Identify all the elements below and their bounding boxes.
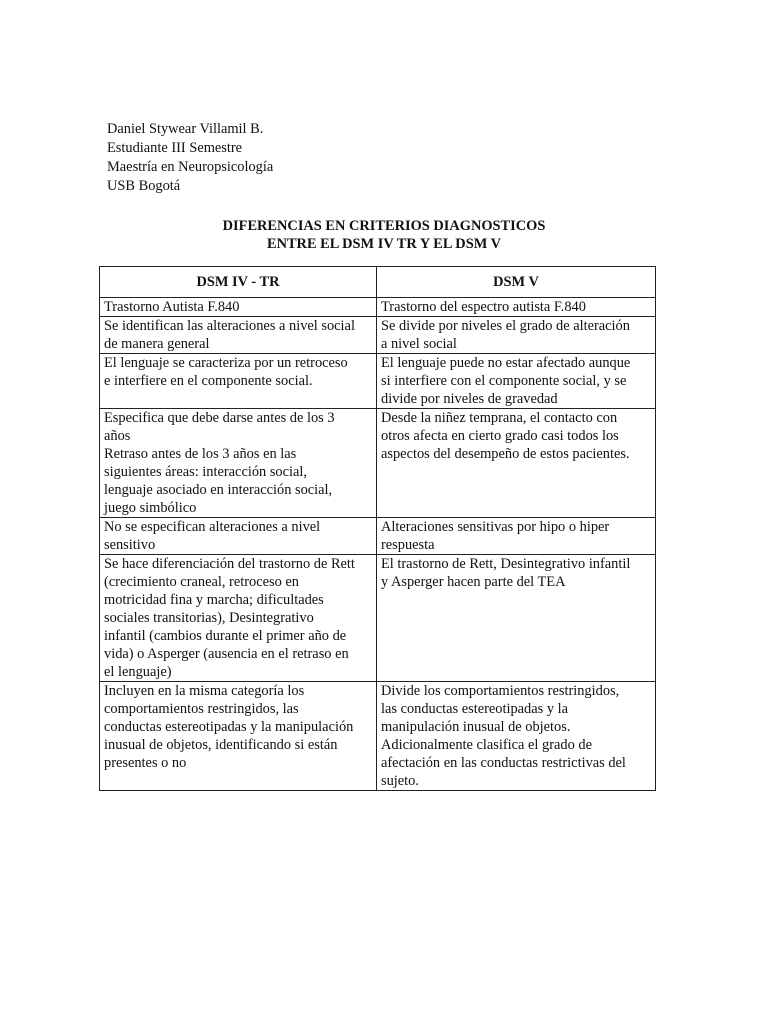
cell-line: Desde la niñez temprana, el contacto con xyxy=(381,410,618,426)
cell-line: de manera general xyxy=(104,336,210,352)
cell-dsm-v xyxy=(377,409,656,518)
cell-line: Trastorno del espectro autista F.840 xyxy=(381,299,586,315)
table-row xyxy=(100,317,656,354)
cell-line: Adicionalmente clasifica el grado de xyxy=(381,737,592,753)
cell-line: conductas estereotipadas y la manipulación xyxy=(104,719,354,735)
cell-line: Alteraciones sensitivas por hipo o hiper xyxy=(381,519,610,535)
cell-line: divide por niveles de gravedad xyxy=(381,391,558,407)
author-name: Daniel Stywear Villamil B. xyxy=(107,121,264,137)
comparison-table xyxy=(99,266,656,791)
cell-dsm-iv-tr xyxy=(100,317,377,354)
cell-line: y Asperger hacen parte del TEA xyxy=(381,574,566,590)
cell-line: años xyxy=(104,428,131,444)
author-program: Maestría en Neuropsicología xyxy=(107,159,274,175)
cell-line: El lenguaje puede no estar afectado aunque xyxy=(381,355,631,371)
cell-line: manipulación inusual de objetos. xyxy=(381,719,571,735)
cell-dsm-iv-tr xyxy=(100,682,377,791)
author-university: USB Bogotá xyxy=(107,178,181,194)
cell-line: (crecimiento craneal, retroceso en xyxy=(104,574,299,590)
cell-line: motricidad fina y marcha; dificultades xyxy=(104,592,324,608)
cell-line: Se hace diferenciación del trastorno de Rett xyxy=(104,556,355,572)
cell-line: otros afecta en cierto grado casi todos los xyxy=(381,428,619,444)
cell-line: el lenguaje) xyxy=(104,664,172,680)
cell-line: inusual de objetos, identificando si están xyxy=(104,737,338,753)
cell-dsm-iv-tr xyxy=(100,409,377,518)
author-role: Estudiante III Semestre xyxy=(107,140,243,156)
cell-line: Divide los comportamientos restringidos, xyxy=(381,683,620,699)
cell-line: Incluyen en la misma categoría los xyxy=(104,683,305,699)
cell-line: afectación en las conductas restrictivas del xyxy=(381,755,626,771)
document-title xyxy=(0,217,768,253)
cell-line: Trastorno Autista F.840 xyxy=(104,299,240,315)
cell-dsm-v xyxy=(377,682,656,791)
cell-dsm-v xyxy=(377,354,656,409)
cell-line: a nivel social xyxy=(381,336,457,352)
cell-line: sociales transitorias), Desintegrativo xyxy=(104,610,314,626)
cell-line: Se identifican las alteraciones a nivel social xyxy=(104,318,355,334)
title-line-1: DIFERENCIAS EN CRITERIOS DIAGNOSTICOS xyxy=(222,218,546,234)
cell-line: Retraso antes de los 3 años en las xyxy=(104,446,297,462)
cell-line: e interfiere en el componente social. xyxy=(104,373,313,389)
cell-line: comportamientos restringidos, las xyxy=(104,701,299,717)
cell-line: sensitivo xyxy=(104,537,156,553)
table-header-row xyxy=(100,267,656,298)
table-row xyxy=(100,555,656,682)
cell-dsm-v xyxy=(377,317,656,354)
table-row xyxy=(100,409,656,518)
cell-line: siguientes áreas: interacción social, xyxy=(104,464,307,480)
cell-dsm-iv-tr xyxy=(100,354,377,409)
cell-line: respuesta xyxy=(381,537,435,553)
cell-line: lenguaje asociado en interacción social, xyxy=(104,482,333,498)
title-line-2: ENTRE EL DSM IV TR Y EL DSM V xyxy=(266,236,502,252)
cell-dsm-v xyxy=(377,555,656,682)
table-row xyxy=(100,518,656,555)
cell-line: las conductas estereotipadas y la xyxy=(381,701,569,717)
cell-dsm-v xyxy=(377,298,656,317)
cell-line: juego simbólico xyxy=(104,500,197,516)
cell-dsm-iv-tr xyxy=(100,298,377,317)
cell-line: si interfiere con el componente social, y se xyxy=(381,373,627,389)
cell-line: El trastorno de Rett, Desintegrativo infantil xyxy=(381,556,631,572)
cell-dsm-v xyxy=(377,518,656,555)
cell-line: No se especifican alteraciones a nivel xyxy=(104,519,321,535)
cell-line: presentes o no xyxy=(104,755,187,771)
cell-line: Se divide por niveles el grado de alteración xyxy=(381,318,630,334)
cell-dsm-iv-tr xyxy=(100,518,377,555)
header-dsm-iv-tr: DSM IV - TR xyxy=(100,267,377,298)
cell-line: aspectos del desempeño de estos pacientes. xyxy=(381,446,630,462)
cell-line: vida) o Asperger (ausencia en el retraso en xyxy=(104,646,349,662)
header-dsm-v: DSM V xyxy=(377,267,656,298)
table-row xyxy=(100,682,656,791)
cell-line: sujeto. xyxy=(381,773,419,789)
cell-dsm-iv-tr xyxy=(100,555,377,682)
cell-line: El lenguaje se caracteriza por un retroceso xyxy=(104,355,348,371)
table-row xyxy=(100,298,656,317)
table-row xyxy=(100,354,656,409)
author-block xyxy=(107,120,273,196)
cell-line: infantil (cambios durante el primer año de xyxy=(104,628,347,644)
cell-line: Especifica que debe darse antes de los 3 xyxy=(104,410,335,426)
